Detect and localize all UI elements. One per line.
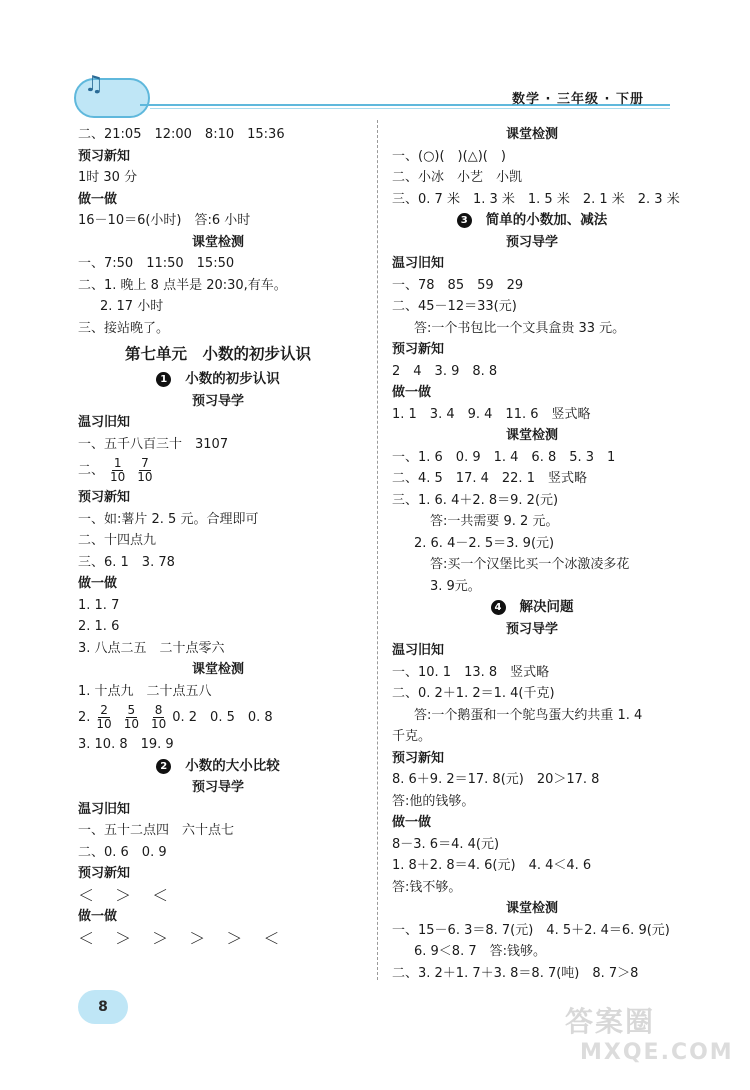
answer-line: 1. 8＋2. 8＝4. 6(元) 4. 4＜4. 6	[392, 858, 592, 873]
page-header	[0, 0, 750, 120]
numerator: 2	[100, 703, 108, 717]
answer-line: 一、78 85 59 29	[392, 277, 524, 293]
watermark-logo: 答案圈	[565, 1005, 656, 1038]
answer-line: 6. 9＜8. 7 答:钱够。	[414, 944, 546, 959]
answer-line: 1. 1. 7	[78, 597, 120, 613]
subsection-heading: 温习旧知	[78, 801, 131, 817]
subsection-heading: 温习旧知	[392, 643, 445, 658]
lesson-number-badge: 4	[491, 600, 506, 615]
answer-line-fractions	[78, 702, 358, 734]
answer-line: 答:一共需要 9. 2 元。	[430, 514, 559, 529]
fraction	[124, 704, 139, 731]
answer-line: 8. 6＋9. 2＝17. 8(元) 20＞17. 8	[392, 772, 600, 787]
answer-line: 二、0. 2＋1. 2＝1. 4(千克)	[392, 686, 555, 701]
answer-line: 2. 1. 6	[78, 619, 120, 634]
answer-line: 二、4. 5 17. 4 22. 1 竖式略	[392, 471, 587, 486]
section-heading: 课堂检测	[191, 662, 244, 677]
right-column	[392, 124, 680, 984]
subsection-heading: 预习新知	[78, 148, 131, 164]
lesson-title	[78, 369, 358, 391]
book-title: 数学 · 三年级 · 下册	[512, 92, 644, 107]
answer-line: 一、7:50 11:50 15:50	[78, 256, 235, 271]
answer-line: 2. 17 小时	[100, 299, 164, 314]
comparison-answers: ＜ ＞ ＜	[78, 885, 177, 905]
answer-line: 一、五千八百三十 3107	[78, 436, 229, 452]
subsection-heading: 预习新知	[78, 866, 131, 881]
lesson-title-text: 小数的初步认识	[185, 371, 280, 387]
section-heading: 预习导学	[505, 621, 558, 637]
answer-line: 三、0. 7 米 1. 3 米 1. 5 米 2. 1 米 2. 3 米	[392, 191, 680, 207]
subsection-heading: 做一做	[78, 191, 118, 207]
answer-line: 答:买一个汉堡比买一个冰激凌多花	[430, 557, 630, 572]
answer-line: 8－3. 6＝4. 4(元)	[392, 836, 500, 852]
answer-line-fractions	[78, 455, 358, 487]
answer-line: 3. 9元。	[430, 578, 481, 594]
section-heading: 课堂检测	[191, 234, 244, 250]
left-column	[78, 124, 358, 949]
logo-icon: ♫	[84, 72, 104, 97]
answer-line: 一、1. 6 0. 9 1. 4 6. 8 5. 3 1	[392, 449, 616, 465]
answer-line: 二、0. 6 0. 9	[78, 844, 167, 860]
subsection-heading: 做一做	[392, 385, 432, 400]
section-heading: 课堂检测	[505, 901, 558, 916]
answer-line: 三、接站晚了。	[78, 320, 170, 336]
answer-line: 答:他的钱够。	[392, 793, 475, 809]
lesson-title-text: 简单的小数加、减法	[485, 212, 608, 228]
fraction	[151, 704, 166, 731]
subsection-heading: 做一做	[78, 909, 118, 924]
page-number: 8	[78, 990, 128, 1024]
lesson-title	[392, 597, 672, 619]
numerator: 8	[154, 703, 163, 717]
fraction	[96, 704, 111, 731]
answer-line: 二、45－12＝33(元)	[392, 299, 517, 314]
lesson-number-badge: 2	[156, 759, 171, 774]
denominator: 10	[123, 717, 139, 731]
lesson-number-badge: 3	[457, 213, 472, 228]
lesson-title-text: 小数的大小比较	[185, 757, 280, 774]
denominator: 10	[110, 470, 126, 484]
numerator: 7	[141, 456, 149, 470]
subsection-heading: 预习新知	[392, 342, 445, 357]
answer-line: 1时 30 分	[78, 170, 138, 185]
section-heading: 预习导学	[191, 393, 244, 409]
answer-line: 三、1. 6. 4＋2. 8＝9. 2(元)	[392, 492, 559, 508]
section-heading: 课堂检测	[505, 127, 558, 142]
answer-line: 一、10. 1 13. 8 竖式略	[392, 664, 550, 680]
numerator: 5	[127, 703, 136, 717]
answer-line: 一、15－6. 3＝8. 7(元) 4. 5＋2. 4＝6. 9(元)	[392, 922, 670, 938]
section-heading: 预习导学	[505, 234, 558, 250]
section-heading: 预习导学	[191, 780, 244, 795]
subsection-heading: 做一做	[392, 815, 432, 830]
item-prefix: 二、	[78, 463, 105, 478]
fraction	[137, 457, 152, 484]
answer-line: 二、小冰 小艺 小凯	[392, 170, 523, 185]
lesson-title-text: 解决问题	[519, 599, 574, 615]
answer-line: 二、1. 晚上 8 点半是 20:30,有车。	[78, 277, 287, 293]
section-heading: 课堂检测	[505, 428, 558, 443]
denominator: 10	[96, 717, 112, 731]
answer-line: 答:一个鹅蛋和一个鸵鸟蛋大约共重 1. 4	[414, 707, 643, 723]
lesson-number-badge: 1	[156, 372, 171, 387]
answer-line: 二、21:05 12:00 8:10 15:36	[78, 127, 285, 142]
subsection-heading: 温习旧知	[78, 415, 131, 430]
answer-line: 二、3. 2＋1. 7＋3. 8＝8. 7(吨) 8. 7＞8	[392, 965, 639, 981]
item-suffix: 0. 2 0. 5 0. 8	[172, 710, 273, 725]
answer-line: 答:一个书包比一个文具盒贵 33 元。	[414, 320, 626, 336]
answer-line: 2 4 3. 9 8. 8	[392, 363, 498, 379]
denominator: 10	[150, 717, 167, 731]
answer-line: 3. 八点二五 二十点零六	[78, 640, 225, 656]
fraction	[110, 457, 125, 484]
item-prefix: 2.	[78, 710, 91, 725]
subsection-heading: 预习新知	[392, 750, 445, 766]
denominator: 10	[137, 470, 153, 484]
comparison-answers: ＜ ＞ ＞ ＞ ＞ ＜	[78, 928, 288, 948]
answer-line: 2. 6. 4－2. 5＝3. 9(元)	[414, 535, 555, 551]
answer-line: 16－10＝6(小时) 答:6 小时	[78, 213, 251, 228]
answer-line: 二、十四点九	[78, 533, 157, 548]
watermark-url: MXQE.COM	[580, 1040, 734, 1065]
header-rule-secondary	[150, 108, 670, 109]
column-divider	[377, 120, 379, 980]
subsection-heading: 预习新知	[78, 490, 131, 505]
answer-line: 一、如:薯片 2. 5 元。合理即可	[78, 511, 259, 527]
subsection-heading: 做一做	[78, 576, 118, 591]
answer-line: 一、(○)( )(△)( )	[392, 148, 506, 164]
answer-line: 1. 十点九 二十点五八	[78, 683, 212, 699]
answer-line: 一、五十二点四 六十点七	[78, 823, 235, 838]
lesson-title	[392, 210, 672, 232]
lesson-title	[78, 756, 358, 778]
answer-line: 答:钱不够。	[392, 879, 462, 895]
answer-line: 三、6. 1 3. 78	[78, 554, 175, 570]
answer-line: 1. 1 3. 4 9. 4 11. 6 竖式略	[392, 406, 591, 422]
unit-title: 第七单元 小数的初步认识	[124, 345, 311, 363]
answer-line: 千克。	[392, 729, 432, 744]
answer-line: 3. 10. 8 19. 9	[78, 737, 174, 752]
numerator: 1	[113, 456, 122, 470]
subsection-heading: 温习旧知	[392, 256, 445, 271]
